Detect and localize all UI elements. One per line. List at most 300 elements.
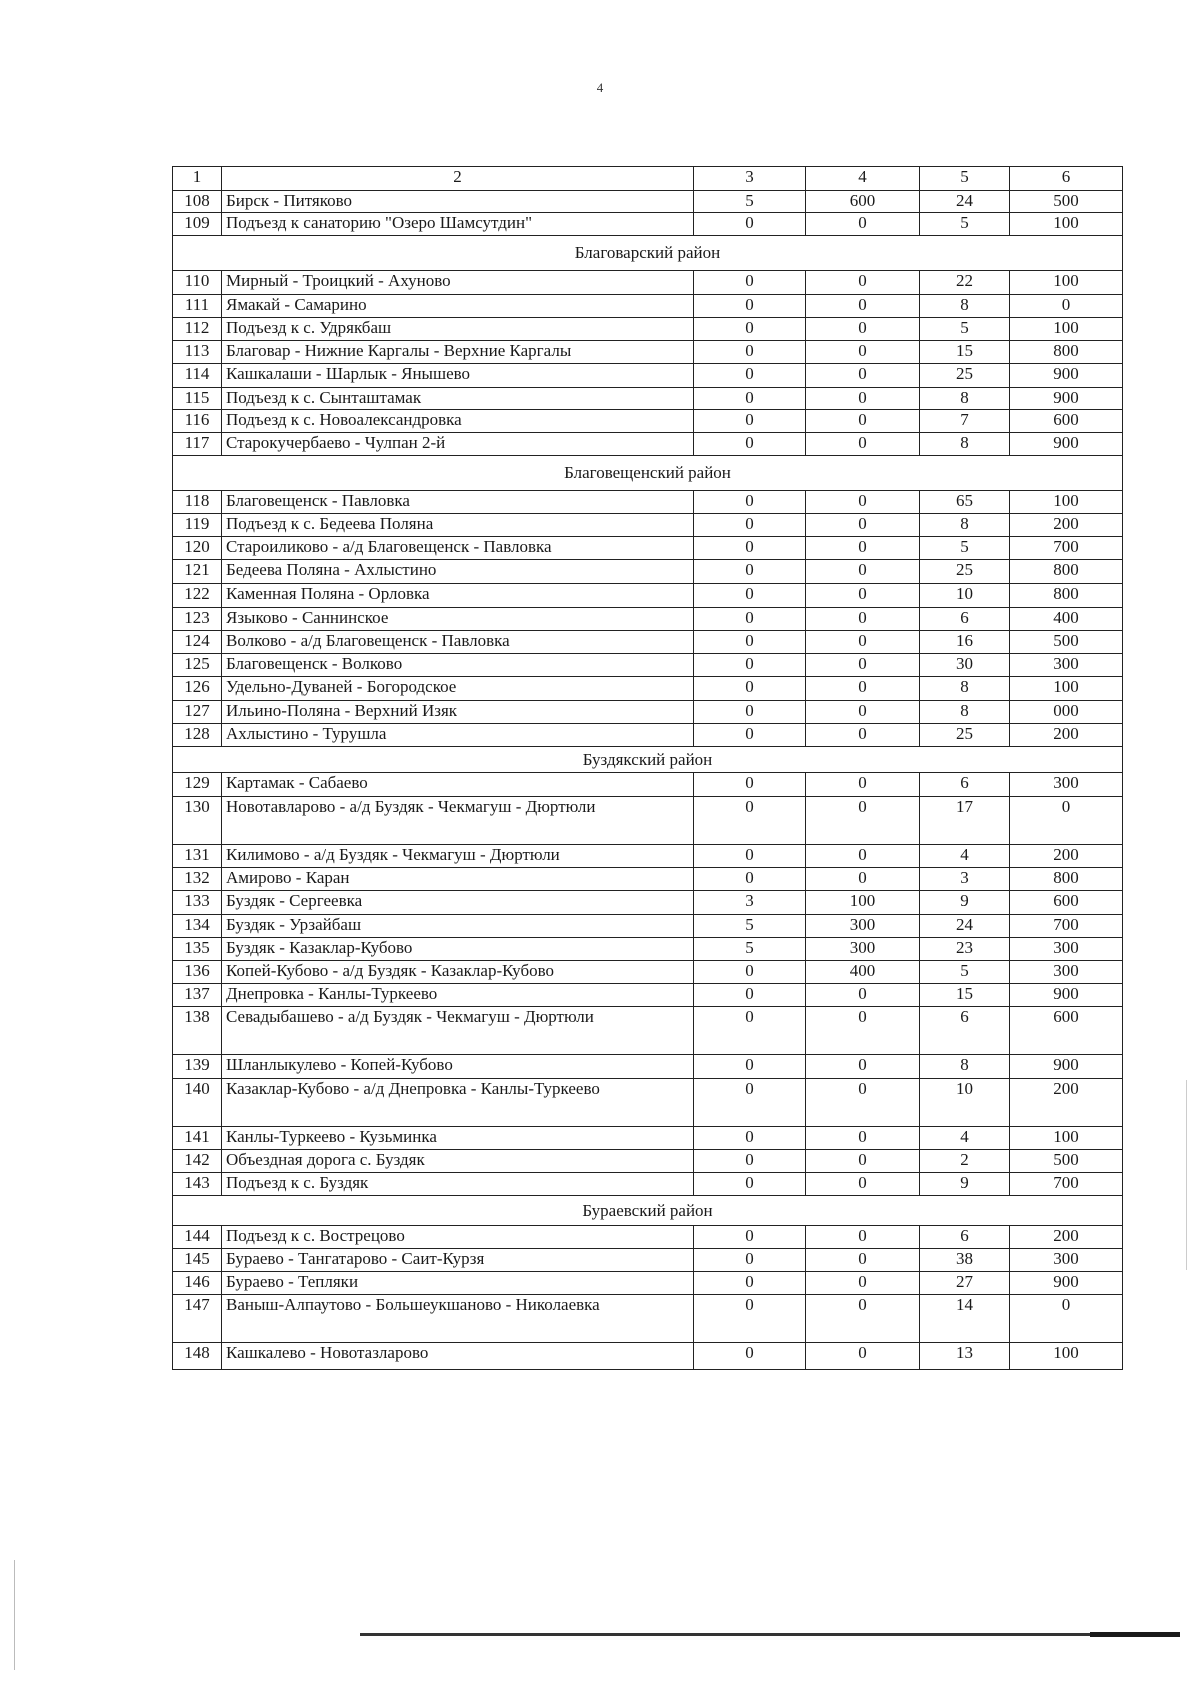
- table-row: [173, 1272, 1123, 1295]
- table-row: [173, 845, 1123, 868]
- col5-value: 25: [920, 560, 1010, 584]
- table-row: [173, 1226, 1123, 1249]
- col4-value: 0: [806, 701, 920, 724]
- road-name: Буздяк - Сергеевка: [222, 891, 694, 915]
- table-row: [173, 388, 1123, 410]
- col5-value: 2: [920, 1150, 1010, 1173]
- col5-value: 24: [920, 191, 1010, 213]
- table-row: [173, 724, 1123, 747]
- col5-value: 8: [920, 677, 1010, 701]
- table-row: [173, 433, 1123, 456]
- table-row: [173, 560, 1123, 584]
- col3-value: 0: [694, 608, 806, 631]
- col6-value: 800: [1010, 560, 1123, 584]
- col5-value: 9: [920, 1173, 1010, 1196]
- district-title: Буздякский район: [173, 747, 1123, 773]
- col4-value: 0: [806, 341, 920, 364]
- header-cell: 2: [222, 167, 694, 191]
- header-cell: 1: [173, 167, 222, 191]
- col3-value: 0: [694, 364, 806, 388]
- col5-value: 27: [920, 1272, 1010, 1295]
- table-row: [173, 677, 1123, 701]
- table-row: [173, 1150, 1123, 1173]
- table-row: [173, 584, 1123, 608]
- row-number: 118: [173, 491, 222, 514]
- district-title: Бураевский район: [173, 1196, 1123, 1226]
- col4-value: 300: [806, 915, 920, 938]
- col3-value: 0: [694, 1127, 806, 1150]
- road-name: Ахлыстино - Турушла: [222, 724, 694, 747]
- col6-value: 700: [1010, 1173, 1123, 1196]
- road-name: Удельно-Дуваней - Богородское: [222, 677, 694, 701]
- col4-value: 0: [806, 1150, 920, 1173]
- road-name: Шланлыкулево - Копей-Кубово: [222, 1055, 694, 1079]
- row-number: 112: [173, 318, 222, 341]
- col6-value: 800: [1010, 868, 1123, 891]
- col6-value: 200: [1010, 1226, 1123, 1249]
- col6-value: 100: [1010, 318, 1123, 341]
- col5-value: 6: [920, 773, 1010, 797]
- table-row: [173, 608, 1123, 631]
- table-row: [173, 654, 1123, 677]
- col5-value: 6: [920, 1007, 1010, 1055]
- col4-value: 0: [806, 1079, 920, 1127]
- roads-table-body: [173, 167, 1123, 1370]
- table-row: [173, 1127, 1123, 1150]
- col4-value: 0: [806, 1127, 920, 1150]
- table-row: [173, 797, 1123, 845]
- row-number: 144: [173, 1226, 222, 1249]
- col4-value: 0: [806, 213, 920, 236]
- col6-value: 000: [1010, 701, 1123, 724]
- row-number: 114: [173, 364, 222, 388]
- bottom-rule: [360, 1633, 1180, 1636]
- col4-value: 0: [806, 491, 920, 514]
- road-name: Каменная Поляна - Орловка: [222, 584, 694, 608]
- col4-value: 0: [806, 1272, 920, 1295]
- road-name: Ильино-Поляна - Верхний Изяк: [222, 701, 694, 724]
- table-row: [173, 891, 1123, 915]
- col4-value: 0: [806, 364, 920, 388]
- col5-value: 5: [920, 961, 1010, 984]
- col6-value: 600: [1010, 410, 1123, 433]
- col4-value: 400: [806, 961, 920, 984]
- table-row: [173, 271, 1123, 295]
- col5-value: 9: [920, 891, 1010, 915]
- col6-value: 100: [1010, 1343, 1123, 1370]
- row-number: 128: [173, 724, 222, 747]
- table-row: [173, 1079, 1123, 1127]
- col4-value: 0: [806, 1173, 920, 1196]
- road-name: Бирск - Питяково: [222, 191, 694, 213]
- road-name: Картамак - Сабаево: [222, 773, 694, 797]
- col6-value: 900: [1010, 364, 1123, 388]
- road-name: Кашкалево - Новотазларово: [222, 1343, 694, 1370]
- road-name: Ямакай - Самарино: [222, 295, 694, 318]
- road-name: Бураево - Тангатарово - Саит-Курзя: [222, 1249, 694, 1272]
- row-number: 130: [173, 797, 222, 845]
- road-name: Волково - а/д Благовещенск - Павловка: [222, 631, 694, 654]
- col3-value: 0: [694, 677, 806, 701]
- col5-value: 3: [920, 868, 1010, 891]
- col4-value: 0: [806, 1249, 920, 1272]
- district-header-row: [173, 747, 1123, 773]
- col4-value: 0: [806, 868, 920, 891]
- col3-value: 0: [694, 537, 806, 560]
- col5-value: 8: [920, 433, 1010, 456]
- col6-value: 100: [1010, 213, 1123, 236]
- road-name: Благовещенск - Волково: [222, 654, 694, 677]
- col3-value: 0: [694, 388, 806, 410]
- scan-edge-left: [14, 1560, 15, 1670]
- col5-value: 15: [920, 984, 1010, 1007]
- col6-value: 600: [1010, 1007, 1123, 1055]
- col3-value: 0: [694, 1173, 806, 1196]
- col6-value: 300: [1010, 773, 1123, 797]
- col6-value: 900: [1010, 1055, 1123, 1079]
- district-header-row: [173, 236, 1123, 271]
- col4-value: 0: [806, 984, 920, 1007]
- road-name: Буздяк - Урзайбаш: [222, 915, 694, 938]
- table-row: [173, 1173, 1123, 1196]
- col5-value: 30: [920, 654, 1010, 677]
- table-row: [173, 631, 1123, 654]
- col6-value: 700: [1010, 537, 1123, 560]
- row-number: 132: [173, 868, 222, 891]
- table-row: [173, 1295, 1123, 1343]
- col6-value: 800: [1010, 341, 1123, 364]
- road-name: Севадыбашево - а/д Буздяк - Чекмагуш - Дюртюли: [222, 1007, 694, 1055]
- col4-value: 0: [806, 1343, 920, 1370]
- road-name: Подъезд к с. Вострецово: [222, 1226, 694, 1249]
- col5-value: 5: [920, 213, 1010, 236]
- col6-value: 300: [1010, 654, 1123, 677]
- col4-value: 0: [806, 1295, 920, 1343]
- col6-value: 200: [1010, 845, 1123, 868]
- col3-value: 0: [694, 1226, 806, 1249]
- col3-value: 0: [694, 560, 806, 584]
- col4-value: 0: [806, 295, 920, 318]
- col4-value: 0: [806, 388, 920, 410]
- col3-value: 0: [694, 584, 806, 608]
- col3-value: 5: [694, 915, 806, 938]
- bottom-rule-thick: [1090, 1632, 1180, 1637]
- col4-value: 0: [806, 410, 920, 433]
- col6-value: 200: [1010, 724, 1123, 747]
- col4-value: 0: [806, 271, 920, 295]
- road-name: Подъезд к с. Удрякбаш: [222, 318, 694, 341]
- row-number: 134: [173, 915, 222, 938]
- col5-value: 5: [920, 537, 1010, 560]
- row-number: 125: [173, 654, 222, 677]
- col4-value: 0: [806, 1226, 920, 1249]
- road-name: Мирный - Троицкий - Ахуново: [222, 271, 694, 295]
- col5-value: 8: [920, 1055, 1010, 1079]
- col3-value: 0: [694, 654, 806, 677]
- row-number: 143: [173, 1173, 222, 1196]
- row-number: 136: [173, 961, 222, 984]
- road-name: Амирово - Каран: [222, 868, 694, 891]
- col3-value: 0: [694, 1249, 806, 1272]
- col6-value: 100: [1010, 1127, 1123, 1150]
- col4-value: 0: [806, 318, 920, 341]
- col3-value: 0: [694, 1272, 806, 1295]
- col5-value: 10: [920, 1079, 1010, 1127]
- row-number: 138: [173, 1007, 222, 1055]
- col6-value: 700: [1010, 915, 1123, 938]
- row-number: 123: [173, 608, 222, 631]
- col5-value: 4: [920, 1127, 1010, 1150]
- col6-value: 300: [1010, 961, 1123, 984]
- col3-value: 0: [694, 1079, 806, 1127]
- col5-value: 15: [920, 341, 1010, 364]
- col3-value: 0: [694, 845, 806, 868]
- col6-value: 500: [1010, 631, 1123, 654]
- col5-value: 5: [920, 318, 1010, 341]
- col6-value: 900: [1010, 984, 1123, 1007]
- col3-value: 0: [694, 295, 806, 318]
- header-cell: 3: [694, 167, 806, 191]
- district-title: Благоварский район: [173, 236, 1123, 271]
- table-row: [173, 364, 1123, 388]
- road-name: Подъезд к с. Бедеева Поляна: [222, 514, 694, 537]
- district-header-row: [173, 1196, 1123, 1226]
- col5-value: 25: [920, 724, 1010, 747]
- road-name: Казаклар-Кубово - а/д Днепровка - Канлы-Туркеево: [222, 1079, 694, 1127]
- col5-value: 13: [920, 1343, 1010, 1370]
- col6-value: 100: [1010, 271, 1123, 295]
- table-row: [173, 1055, 1123, 1079]
- road-name: Днепровка - Канлы-Туркеево: [222, 984, 694, 1007]
- col5-value: 14: [920, 1295, 1010, 1343]
- row-number: 109: [173, 213, 222, 236]
- col3-value: 0: [694, 491, 806, 514]
- row-number: 145: [173, 1249, 222, 1272]
- col5-value: 25: [920, 364, 1010, 388]
- row-number: 142: [173, 1150, 222, 1173]
- row-number: 141: [173, 1127, 222, 1150]
- roads-table: [172, 166, 1123, 1370]
- row-number: 140: [173, 1079, 222, 1127]
- col6-value: 0: [1010, 295, 1123, 318]
- col3-value: 0: [694, 213, 806, 236]
- road-name: Старокучербаево - Чулпан 2-й: [222, 433, 694, 456]
- col3-value: 0: [694, 410, 806, 433]
- row-number: 127: [173, 701, 222, 724]
- col6-value: 900: [1010, 388, 1123, 410]
- col4-value: 0: [806, 631, 920, 654]
- col6-value: 300: [1010, 1249, 1123, 1272]
- row-number: 147: [173, 1295, 222, 1343]
- header-cell: 6: [1010, 167, 1123, 191]
- col3-value: 0: [694, 773, 806, 797]
- col3-value: 0: [694, 961, 806, 984]
- table-row: [173, 701, 1123, 724]
- page-number: 4: [596, 80, 604, 95]
- col3-value: 0: [694, 341, 806, 364]
- col3-value: 0: [694, 433, 806, 456]
- road-name: Копей-Кубово - а/д Буздяк - Казаклар-Кубово: [222, 961, 694, 984]
- col6-value: 500: [1010, 191, 1123, 213]
- table-row: [173, 213, 1123, 236]
- col6-value: 0: [1010, 797, 1123, 845]
- table-row: [173, 341, 1123, 364]
- col5-value: 10: [920, 584, 1010, 608]
- scan-edge-right: [1186, 1080, 1187, 1270]
- col4-value: 0: [806, 433, 920, 456]
- table-row: [173, 961, 1123, 984]
- row-number: 148: [173, 1343, 222, 1370]
- table-row: [173, 318, 1123, 341]
- row-number: 135: [173, 938, 222, 961]
- col4-value: 0: [806, 584, 920, 608]
- header-cell: 5: [920, 167, 1010, 191]
- road-name: Канлы-Туркеево - Кузьминка: [222, 1127, 694, 1150]
- road-name: Ваныш-Алпаутово - Большеукшаново - Николаевка: [222, 1295, 694, 1343]
- col4-value: 0: [806, 514, 920, 537]
- col4-value: 0: [806, 1007, 920, 1055]
- col6-value: 500: [1010, 1150, 1123, 1173]
- col3-value: 0: [694, 1295, 806, 1343]
- col3-value: 0: [694, 318, 806, 341]
- col3-value: 0: [694, 631, 806, 654]
- col4-value: 0: [806, 845, 920, 868]
- row-number: 119: [173, 514, 222, 537]
- row-number: 139: [173, 1055, 222, 1079]
- col5-value: 8: [920, 514, 1010, 537]
- row-number: 111: [173, 295, 222, 318]
- row-number: 133: [173, 891, 222, 915]
- row-number: 115: [173, 388, 222, 410]
- col3-value: 5: [694, 191, 806, 213]
- row-number: 110: [173, 271, 222, 295]
- col5-value: 6: [920, 1226, 1010, 1249]
- col6-value: 400: [1010, 608, 1123, 631]
- col5-value: 38: [920, 1249, 1010, 1272]
- road-name: Буздяк - Казаклар-Кубово: [222, 938, 694, 961]
- table-row: [173, 915, 1123, 938]
- col5-value: 23: [920, 938, 1010, 961]
- table-row: [173, 1343, 1123, 1370]
- col4-value: 0: [806, 654, 920, 677]
- col3-value: 3: [694, 891, 806, 915]
- road-name: Подъезд к с. Новоалександровка: [222, 410, 694, 433]
- col5-value: 8: [920, 295, 1010, 318]
- col3-value: 0: [694, 984, 806, 1007]
- col3-value: 0: [694, 701, 806, 724]
- col4-value: 0: [806, 724, 920, 747]
- road-name: Кашкалаши - Шарлык - Янышево: [222, 364, 694, 388]
- col4-value: 0: [806, 797, 920, 845]
- table-row: [173, 773, 1123, 797]
- table-row: [173, 1249, 1123, 1272]
- col5-value: 6: [920, 608, 1010, 631]
- col6-value: 900: [1010, 1272, 1123, 1295]
- col6-value: 100: [1010, 491, 1123, 514]
- col6-value: 200: [1010, 1079, 1123, 1127]
- table-row: [173, 191, 1123, 213]
- district-header-row: [173, 456, 1123, 491]
- road-name: Благовещенск - Павловка: [222, 491, 694, 514]
- col3-value: 0: [694, 1007, 806, 1055]
- road-name: Подъезд к санаторию "Озеро Шамсутдин": [222, 213, 694, 236]
- col3-value: 5: [694, 938, 806, 961]
- col4-value: 100: [806, 891, 920, 915]
- col4-value: 600: [806, 191, 920, 213]
- col3-value: 0: [694, 271, 806, 295]
- col6-value: 100: [1010, 677, 1123, 701]
- col5-value: 8: [920, 701, 1010, 724]
- row-number: 113: [173, 341, 222, 364]
- col6-value: 900: [1010, 433, 1123, 456]
- table-row: [173, 938, 1123, 961]
- road-name: Килимово - а/д Буздяк - Чекмагуш - Дюртюли: [222, 845, 694, 868]
- col4-value: 0: [806, 560, 920, 584]
- col5-value: 65: [920, 491, 1010, 514]
- road-name: Подъезд к с. Сынташтамак: [222, 388, 694, 410]
- col3-value: 0: [694, 797, 806, 845]
- col3-value: 0: [694, 868, 806, 891]
- road-name: Староиликово - а/д Благовещенск - Павловка: [222, 537, 694, 560]
- row-number: 131: [173, 845, 222, 868]
- row-number: 126: [173, 677, 222, 701]
- table-row: [173, 537, 1123, 560]
- row-number: 124: [173, 631, 222, 654]
- road-name: Языково - Саннинское: [222, 608, 694, 631]
- col3-value: 0: [694, 514, 806, 537]
- row-number: 129: [173, 773, 222, 797]
- col5-value: 4: [920, 845, 1010, 868]
- table-row: [173, 984, 1123, 1007]
- col5-value: 17: [920, 797, 1010, 845]
- col3-value: 0: [694, 1150, 806, 1173]
- header-cell: 4: [806, 167, 920, 191]
- col3-value: 0: [694, 1055, 806, 1079]
- col6-value: 0: [1010, 1295, 1123, 1343]
- road-name: Благовар - Нижние Каргалы - Верхние Каргалы: [222, 341, 694, 364]
- table-header-row: [173, 167, 1123, 191]
- row-number: 137: [173, 984, 222, 1007]
- row-number: 108: [173, 191, 222, 213]
- road-name: Подъезд к с. Буздяк: [222, 1173, 694, 1196]
- col6-value: 200: [1010, 514, 1123, 537]
- table-row: [173, 491, 1123, 514]
- col6-value: 600: [1010, 891, 1123, 915]
- road-name: Новотавларово - а/д Буздяк - Чекмагуш - Дюртюли: [222, 797, 694, 845]
- row-number: 122: [173, 584, 222, 608]
- col5-value: 7: [920, 410, 1010, 433]
- row-number: 117: [173, 433, 222, 456]
- table-row: [173, 1007, 1123, 1055]
- col5-value: 22: [920, 271, 1010, 295]
- col5-value: 24: [920, 915, 1010, 938]
- col4-value: 300: [806, 938, 920, 961]
- col4-value: 0: [806, 677, 920, 701]
- row-number: 116: [173, 410, 222, 433]
- col3-value: 0: [694, 1343, 806, 1370]
- row-number: 146: [173, 1272, 222, 1295]
- col4-value: 0: [806, 773, 920, 797]
- table-row: [173, 868, 1123, 891]
- col5-value: 8: [920, 388, 1010, 410]
- col4-value: 0: [806, 608, 920, 631]
- col6-value: 800: [1010, 584, 1123, 608]
- col3-value: 0: [694, 724, 806, 747]
- row-number: 120: [173, 537, 222, 560]
- col5-value: 16: [920, 631, 1010, 654]
- district-title: Благовещенский район: [173, 456, 1123, 491]
- table-row: [173, 410, 1123, 433]
